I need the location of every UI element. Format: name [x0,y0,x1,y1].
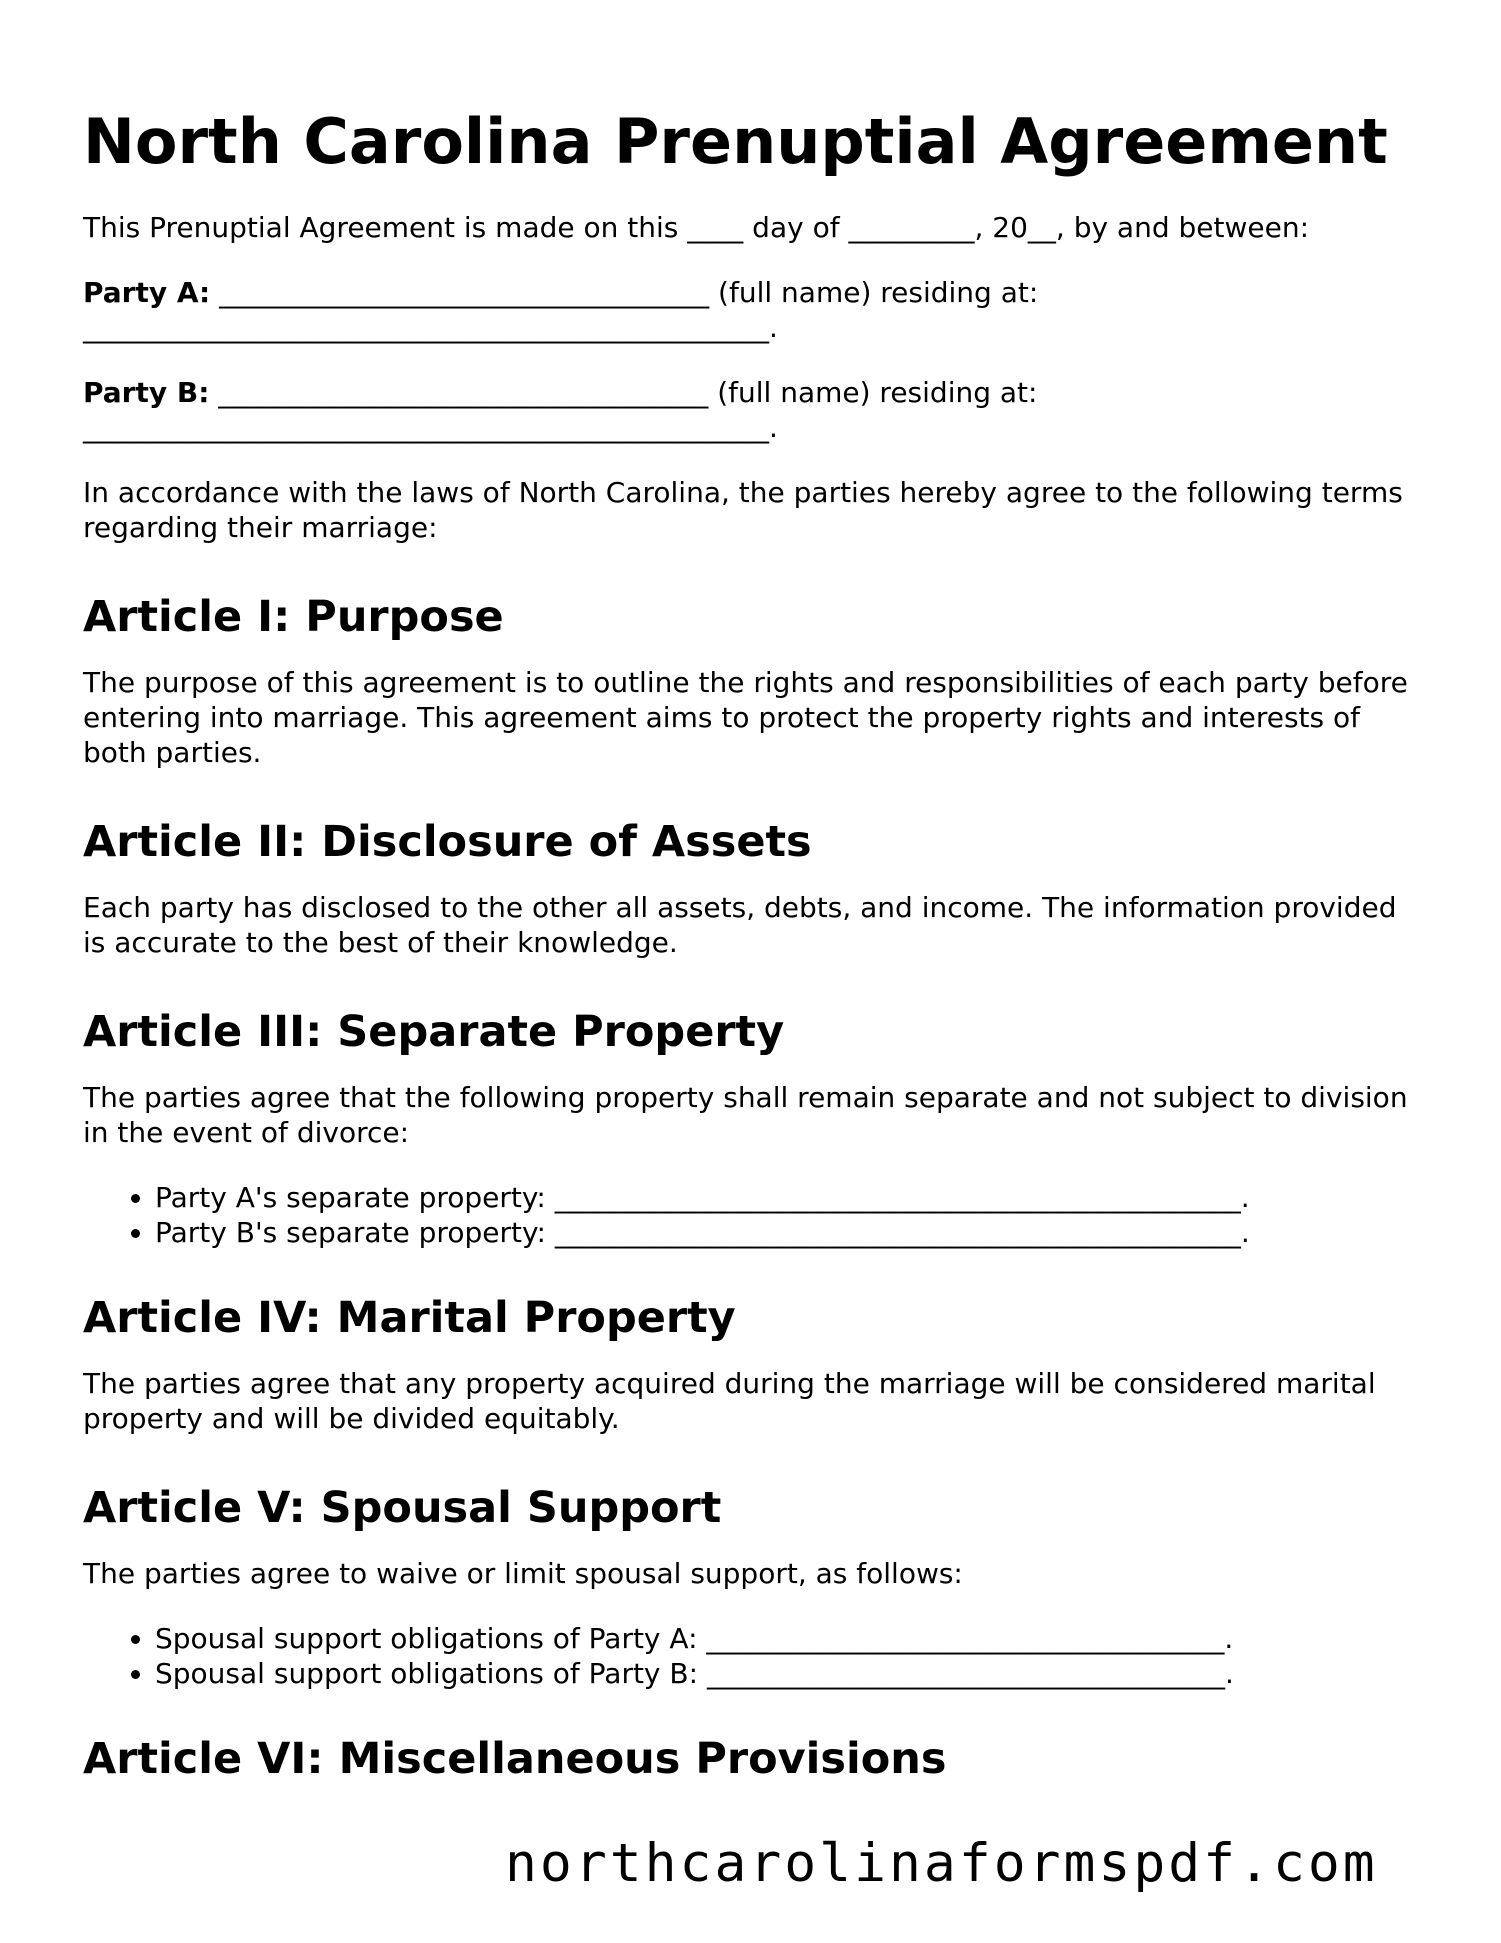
article-1-text: The purpose of this agreement is to outline the rights and responsibilities of each party before entering into marriage. This agreement aims to protect the property rights and interests of both parties. [83,666,1408,769]
party-a-paragraph [83,275,1413,345]
list-item: • Party A's separate property: _________________________________________________. [155,1180,1413,1215]
list-item: • Party B's separate property: _________________________________________________. [155,1215,1413,1250]
party-a-address-line: _________________________________________________. [83,311,778,344]
article-6-heading: Article VI: Miscellaneous Provisions [83,1734,947,1784]
accordance-paragraph: In accordance with the laws of North Carolina, the parties hereby agree to the following terms regarding their marriage: [83,476,1403,544]
article-5-text: The parties agree to waive or limit spousal support, as follows: [83,1557,963,1590]
party-b-address-line: _________________________________________________. [83,411,778,444]
article-4-heading: Article IV: Marital Property [83,1293,736,1343]
party-b-paragraph [83,375,1413,445]
party-b-label: Party B: [83,376,210,409]
article-5-heading: Article V: Spousal Support [83,1483,722,1533]
intro-paragraph: This Prenuptial Agreement is made on this ____ day of _________, 20__, by and between: [83,211,1310,244]
party-a-name-line: ___________________________________ (full name) residing at: [210,276,1039,309]
document-title: North Carolina Prenuptial Agreement [83,105,1388,178]
party-a-label: Party A: [83,276,211,309]
article-1-heading: Article I: Purpose [83,592,504,642]
watermark: northcarolinaformspdf.com [505,1833,1378,1894]
article-5-list [83,1621,1413,1691]
document-page [83,100,1413,1807]
party-b-name-line: ___________________________________ (full name) residing at: [209,376,1038,409]
article-4-text: The parties agree that any property acquired during the marriage will be considered marital property and will be divided equitably. [83,1367,1376,1435]
article-2-heading: Article II: Disclosure of Assets [83,817,812,867]
list-item: • Spousal support obligations of Party B: _____________________________________. [155,1656,1413,1691]
article-3-heading: Article III: Separate Property [83,1007,785,1057]
list-item: • Spousal support obligations of Party A: _____________________________________. [155,1621,1413,1656]
article-3-text: The parties agree that the following property shall remain separate and not subject to division in the event of divorce: [83,1081,1408,1149]
article-2-text: Each party has disclosed to the other all assets, debts, and income. The information provided is accurate to the best of their knowledge. [83,891,1397,959]
article-3-list [83,1180,1413,1250]
